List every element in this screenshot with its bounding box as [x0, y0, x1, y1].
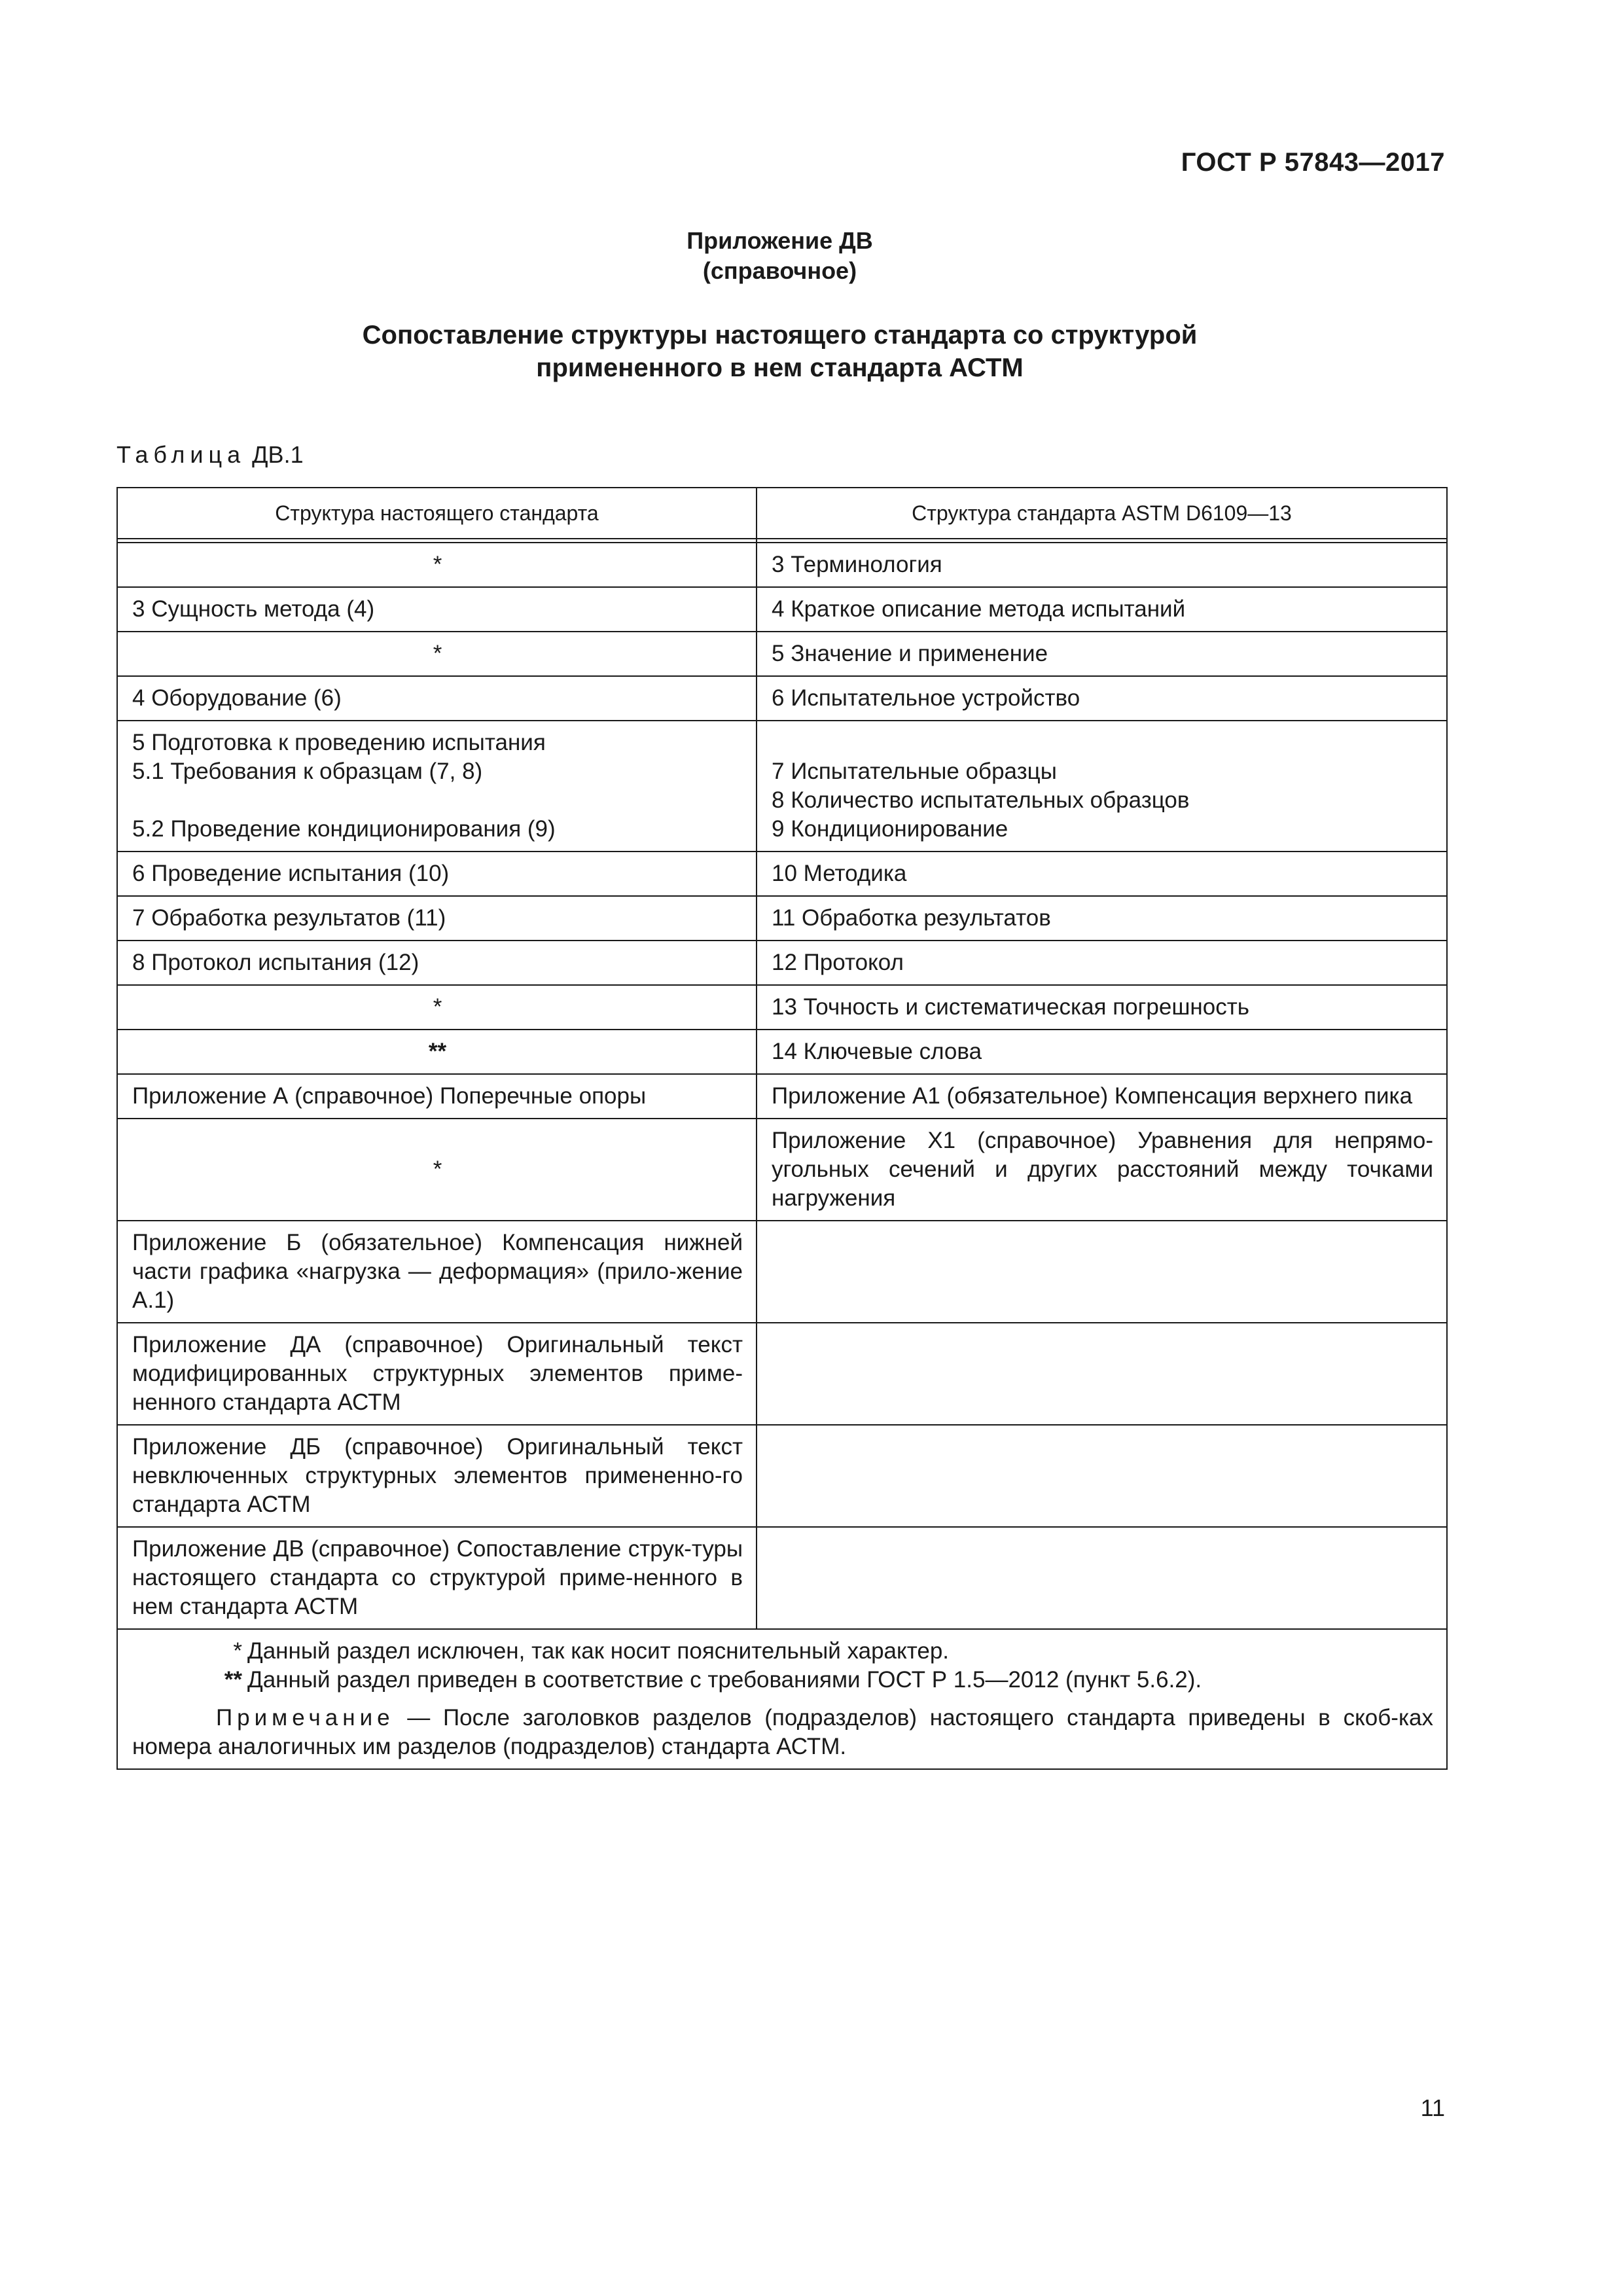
- column-header-current-standard: Структура настоящего стандарта: [117, 488, 757, 539]
- footnote-text: Данный раздел исключен, так как носит пояснительный характер.: [247, 1638, 950, 1664]
- table-row: [117, 632, 1447, 676]
- cell-line: 5.2 Проведение кондиционирования (9): [132, 816, 556, 842]
- page-number: 11: [1420, 2094, 1445, 2121]
- table-header-row: [117, 488, 1447, 539]
- footnote-mark: *: [233, 1638, 242, 1664]
- table-caption-word: Таблица: [116, 441, 246, 468]
- cell-current: **: [117, 1030, 757, 1074]
- table-row: [117, 1323, 1447, 1425]
- annex-status: (справочное): [702, 257, 857, 284]
- cell-current: Приложение ДВ (справочное) Сопоставление струк-туры настоящего стандарта со структурой приме-ненного в нем стандарта АСТМ: [117, 1527, 757, 1629]
- footnote-text: Данный раздел приведен в соответствие с требованиями ГОСТ Р 1.5—2012 (пункт 5.6.2).: [247, 1667, 1202, 1693]
- cell-astm: Приложение А1 (обязательное) Компенсация верхнего пика: [757, 1074, 1447, 1119]
- note-label: Примечание: [216, 1705, 395, 1731]
- table-row: [117, 1119, 1447, 1221]
- cell-current: *: [117, 632, 757, 676]
- annex-title-line-2: примененного в нем стандарта АСТМ: [536, 353, 1024, 382]
- cell-line: 5 Подготовка к проведению испытания: [132, 730, 546, 755]
- cell-astm: 11 Обработка результатов: [757, 896, 1447, 941]
- table-notes-row: [117, 1629, 1447, 1769]
- cell-current: 8 Протокол испытания (12): [117, 941, 757, 985]
- table-caption-number: ДВ.1: [252, 441, 304, 468]
- table-note: [132, 1704, 1433, 1761]
- column-header-astm-standard: Структура стандарта ASTM D6109—13: [757, 488, 1447, 539]
- cell-current: Приложение ДБ (справочное) Оригинальный текст невключенных структурных элементов примененно-го стандарта АСТМ: [117, 1425, 757, 1527]
- cell-astm: Приложение Х1 (справочное) Уравнения для непрямо-угольных сечений и других расстояний между точками нагружения: [757, 1119, 1447, 1221]
- cell-current: 6 Проведение испытания (10): [117, 852, 757, 896]
- annex-label: Приложение ДВ: [687, 227, 873, 254]
- table-row: [117, 587, 1447, 632]
- comparison-table: [116, 487, 1448, 1770]
- cell-astm: 14 Ключевые слова: [757, 1030, 1447, 1074]
- footnote: [132, 1666, 1433, 1695]
- cell-line: 9 Кондиционирование: [772, 816, 1008, 842]
- table-row: [117, 543, 1447, 587]
- cell-current: [117, 721, 757, 852]
- cell-line: 5.1 Требования к образцам (7, 8): [132, 759, 483, 784]
- table-row: [117, 941, 1447, 985]
- cell-current: *: [117, 543, 757, 587]
- table-row: [117, 985, 1447, 1030]
- cell-astm: 5 Значение и применение: [757, 632, 1447, 676]
- annex-heading: [0, 226, 1560, 286]
- table-row: [117, 1221, 1447, 1323]
- cell-current: Приложение А (справочное) Поперечные опоры: [117, 1074, 757, 1119]
- cell-astm: [757, 1527, 1447, 1629]
- table-row: [117, 676, 1447, 721]
- cell-astm: [757, 721, 1447, 852]
- table-row: [117, 896, 1447, 941]
- cell-current: *: [117, 985, 757, 1030]
- cell-astm: 13 Точность и систематическая погрешность: [757, 985, 1447, 1030]
- cell-astm: [757, 1425, 1447, 1527]
- annex-title: [0, 319, 1560, 384]
- table-row: [117, 852, 1447, 896]
- table-row: [117, 1425, 1447, 1527]
- footnote: [132, 1637, 1433, 1666]
- annex-title-line-1: Сопоставление структуры настоящего стандарта со структурой: [362, 321, 1198, 350]
- table-row: [117, 1527, 1447, 1629]
- cell-line: 8 Количество испытательных образцов: [772, 787, 1190, 813]
- table-row: [117, 1030, 1447, 1074]
- note-text: — После заголовков разделов (подразделов) настоящего стандарта приведены в скоб-ках номера аналогичных им разделов (подразделов) стандарта АСТМ.: [132, 1705, 1433, 1759]
- cell-current: Приложение Б (обязательное) Компенсация нижней части графика «нагрузка — деформация» (прило-жение А.1): [117, 1221, 757, 1323]
- table-row: [117, 1074, 1447, 1119]
- cell-astm: 3 Терминология: [757, 543, 1447, 587]
- cell-astm: 4 Краткое описание метода испытаний: [757, 587, 1447, 632]
- cell-current: 3 Сущность метода (4): [117, 587, 757, 632]
- cell-current: 7 Обработка результатов (11): [117, 896, 757, 941]
- cell-astm: [757, 1323, 1447, 1425]
- cell-astm: 12 Протокол: [757, 941, 1447, 985]
- cell-current: *: [117, 1119, 757, 1221]
- cell-astm: [757, 1221, 1447, 1323]
- table-caption: [116, 441, 304, 469]
- document-code: ГОСТ Р 57843—2017: [1181, 148, 1445, 177]
- footnote-mark: **: [224, 1667, 242, 1693]
- cell-astm: 10 Методика: [757, 852, 1447, 896]
- table-row: [117, 721, 1447, 852]
- cell-astm: 6 Испытательное устройство: [757, 676, 1447, 721]
- cell-current: 4 Оборудование (6): [117, 676, 757, 721]
- cell-line: 7 Испытательные образцы: [772, 759, 1057, 784]
- cell-current: Приложение ДА (справочное) Оригинальный текст модифицированных структурных элементов приме-ненного стандарта АСТМ: [117, 1323, 757, 1425]
- table-notes: [117, 1629, 1447, 1769]
